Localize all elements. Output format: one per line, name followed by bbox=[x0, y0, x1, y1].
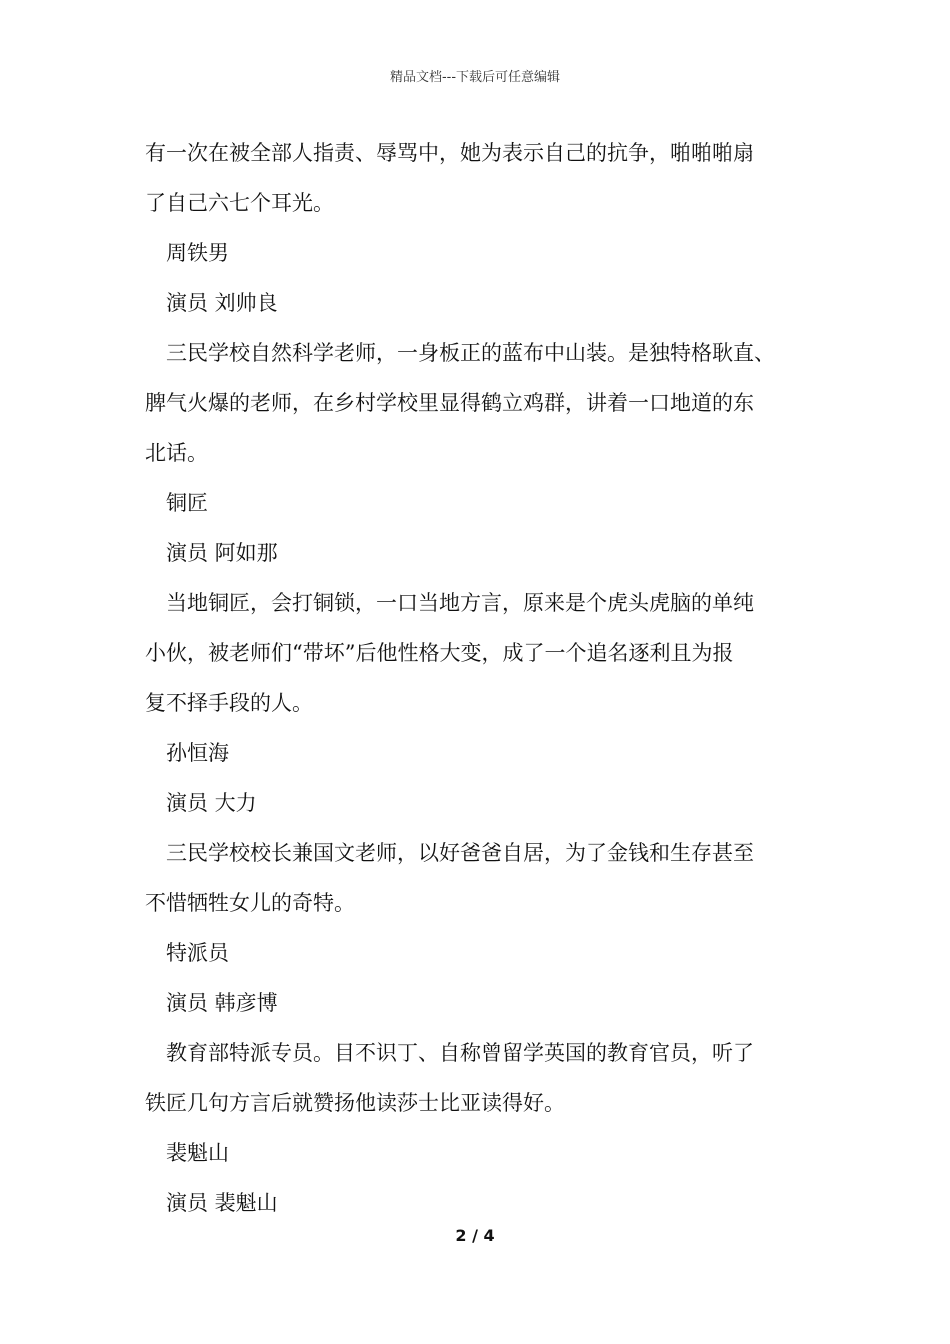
text-line: 了自己六七个耳光。 bbox=[145, 191, 334, 215]
actor-line: 演员 大力 bbox=[166, 791, 257, 815]
actor-line: 演员 阿如那 bbox=[166, 541, 278, 565]
page-header: 精品文档---下载后可任意编辑 bbox=[389, 70, 561, 85]
character-name: 孙恒海 bbox=[166, 741, 229, 765]
text-line: 脾气火爆的老师，在乡村学校里显得鹤立鸡群，讲着一口地道的东 bbox=[145, 391, 754, 415]
actor-line: 演员 韩彦博 bbox=[166, 991, 278, 1015]
document-body bbox=[145, 128, 815, 1228]
text-line: 复不择手段的人。 bbox=[145, 691, 313, 715]
text-line: 小伙，被老师们“带坏”后他性格大变，成了一个追名逐利且为报 bbox=[145, 641, 734, 665]
text-line: 三民学校自然科学老师，一身板正的蓝布中山装。是独特格耿直、 bbox=[166, 341, 775, 365]
character-name: 裴魁山 bbox=[166, 1141, 229, 1165]
character-name: 周铁男 bbox=[166, 241, 229, 265]
text-line: 三民学校校长兼国文老师，以好爸爸自居，为了金钱和生存甚至 bbox=[166, 841, 754, 865]
text-line: 铁匠几句方言后就赞扬他读莎士比亚读得好。 bbox=[145, 1091, 565, 1115]
actor-line: 演员 刘帅良 bbox=[166, 291, 278, 315]
page-number: 2 / 4 bbox=[455, 1226, 495, 1245]
character-name: 铜匠 bbox=[166, 491, 208, 515]
text-line: 有一次在被全部人指责、辱骂中，她为表示自己的抗争，啪啪啪扇 bbox=[145, 141, 754, 165]
character-name: 特派员 bbox=[166, 941, 229, 965]
text-line: 当地铜匠，会打铜锁，一口当地方言，原来是个虎头虎脑的单纯 bbox=[166, 591, 754, 615]
text-line: 不惜牺牲女儿的奇特。 bbox=[145, 891, 355, 915]
text-line: 北话。 bbox=[145, 441, 208, 465]
actor-line: 演员 裴魁山 bbox=[166, 1191, 278, 1215]
text-line: 教育部特派专员。目不识丁、自称曾留学英国的教育官员，听了 bbox=[166, 1041, 754, 1065]
